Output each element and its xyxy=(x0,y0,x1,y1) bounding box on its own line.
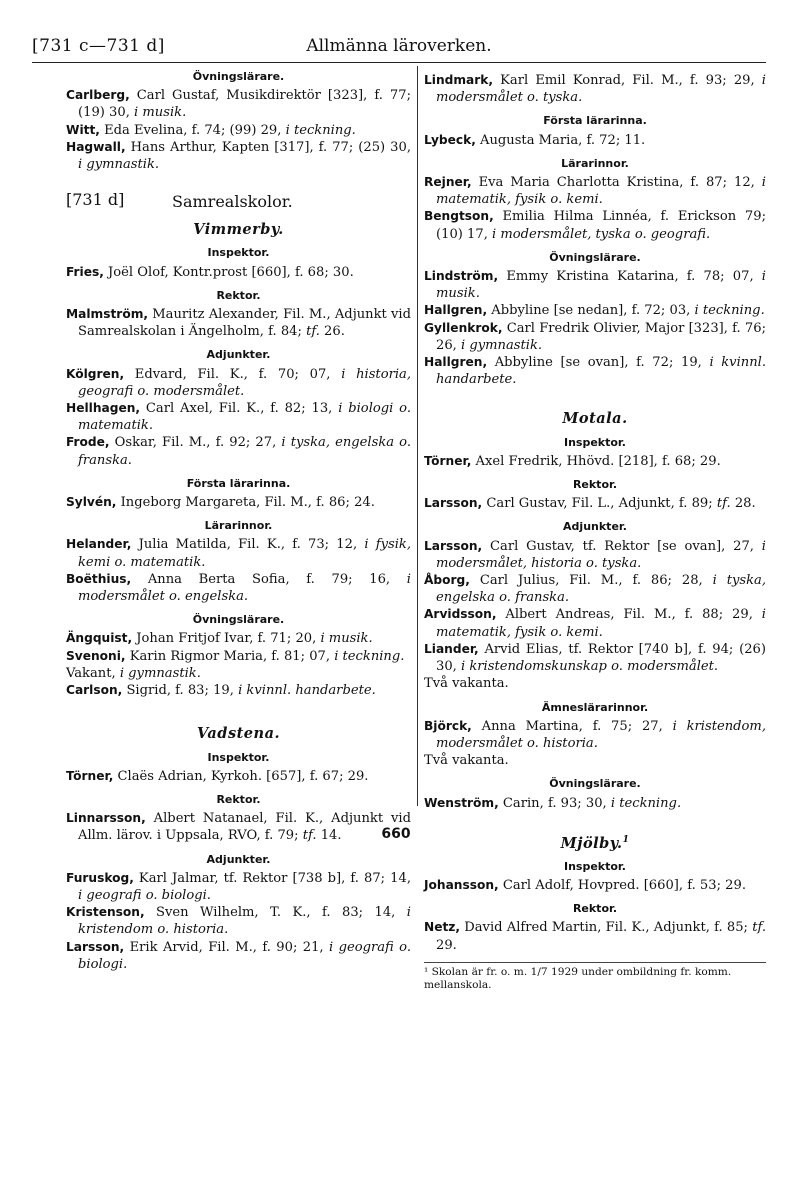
header-title: Allmänna läroverken. xyxy=(306,36,492,56)
section-heading: Inspektor. xyxy=(207,750,270,764)
entry: Carlberg, Carl Gustaf, Musikdirektör [323], f. 77; (19) 30, i musik. xyxy=(66,88,411,121)
footnote: ¹ Skolan är fr. o. m. 1/7 1929 under ombildning fr. komm. mellanskola. xyxy=(424,962,766,992)
town-title: Mjölby.$^1$ xyxy=(560,834,630,852)
page-header xyxy=(32,36,766,63)
entry: Lindmark, Karl Emil Konrad, Fil. M., f. 93; 29, i modersmålet o. tyska. xyxy=(424,73,766,106)
section-heading: Adjunkter. xyxy=(563,520,627,534)
page-number: 660 xyxy=(381,826,411,842)
entry: Svenoni, Karin Rigmor Maria, f. 81; 07, i teckning. xyxy=(66,648,405,664)
section-heading: Rektor. xyxy=(216,288,261,302)
section-heading: Första lärarinna. xyxy=(186,476,291,490)
entry: Arvidsson, Albert Andreas, Fil. M., f. 88; 29, i matematik, fysik o. kemi. xyxy=(424,607,766,640)
section-heading: Adjunkter. xyxy=(206,852,271,866)
header-range: [731 c—731 d] xyxy=(32,36,165,56)
section-heading: Lärarinnor. xyxy=(204,519,273,533)
entry: Frode, Oskar, Fil. M., f. 92; 27, i tyska, engelska o. franska. xyxy=(66,435,411,468)
section-heading: Övningslärare. xyxy=(192,613,285,627)
entry: Linnarsson, Albert Natanael, Fil. K., Adjunkt vid Allm. lärov. i Uppsala, RVO, f. 79; tf. 14. xyxy=(66,811,411,844)
section-heading: Rektor. xyxy=(572,478,618,492)
entry: Larsson, Erik Arvid, Fil. M., f. 90; 21, i geografi o. biologi. xyxy=(66,939,411,972)
entry: Lindström, Emmy Kristina Katarina, f. 78; 07, i musik. xyxy=(424,269,766,302)
section-heading: Rektor. xyxy=(216,792,261,806)
entry: Sylvén, Ingeborg Margareta, Fil. M., f. 86; 24. xyxy=(66,495,375,511)
right-column xyxy=(424,66,766,992)
entry: Boëthius, Anna Berta Sofia, f. 79; 16, i modersmålet o. engelska. xyxy=(66,571,411,605)
entry: Larsson, Carl Gustav, Fil. L., Adjunkt, f. 89; tf. 28. xyxy=(424,496,756,512)
entry: Kristenson, Sven Wilhelm, T. K., f. 83; 14, i kristendom o. historia. xyxy=(66,905,411,938)
entry: Fries, Joël Olof, Kontr.prost [660], f. 68; 30. xyxy=(66,264,354,280)
section-code: [731 d] xyxy=(66,190,125,210)
entry: Rejner, Eva Maria Charlotta Kristina, f. 87; 12, i matematik, fysik o. kemi. xyxy=(424,175,766,208)
entry: Gyllenkrok, Carl Fredrik Olivier, Major [323], f. 76; 26, i gymnastik. xyxy=(424,320,766,353)
entry: Björck, Anna Martina, f. 75; 27, i kristendom, modersmålet o. historia. xyxy=(424,718,766,751)
section-title: Samrealskolor. xyxy=(172,192,293,212)
section-heading: Första lärarinna. xyxy=(543,114,647,128)
entry: Larsson, Carl Gustav, tf. Rektor [se ovan], 27, i modersmålet, historia o. tyska. xyxy=(424,538,766,571)
entry: Furuskog, Karl Jalmar, tf. Rektor [738 b], f. 87; 14, i geografi o. biologi. xyxy=(66,870,411,903)
section-heading: Lärarinnor. xyxy=(561,156,629,170)
town-title: Vadstena. xyxy=(196,725,281,743)
entry: Två vakanta. xyxy=(424,753,509,769)
entry: Ängquist, Johan Fritjof Ivar, f. 71; 20, i musik. xyxy=(66,631,373,647)
entry: Två vakanta. xyxy=(424,676,509,692)
entry: Liander, Arvid Elias, tf. Rektor [740 b], f. 94; (26) 30, i kristendomskunskap o. modersmålet. xyxy=(424,641,766,675)
entry: Helander, Julia Matilda, Fil. K., f. 73; 12, i fysik, kemi o. matematik. xyxy=(66,537,411,570)
section-heading: Övningslärare. xyxy=(549,250,641,264)
section-heading: Inspektor. xyxy=(207,246,270,260)
section-heading: Inspektor. xyxy=(564,435,626,449)
entry: Bengtson, Emilia Hilma Linnéa, f. Erickson 79; (10) 17, i modersmålet, tyska o. geografi. xyxy=(424,209,766,242)
entry: Hallgren, Abbyline [se ovan], f. 72; 19, i kvinnl. handarbete. xyxy=(424,355,766,388)
entry: Hagwall, Hans Arthur, Kapten [317], f. 77; (25) 30, i gymnastik. xyxy=(66,139,411,173)
section-heading: Övningslärare. xyxy=(549,777,641,791)
entry: Lybeck, Augusta Maria, f. 72; 11. xyxy=(424,132,646,148)
section-heading: Rektor. xyxy=(572,902,618,916)
entry: Åborg, Carl Julius, Fil. M., f. 86; 28, i tyska, engelska o. franska. xyxy=(424,573,767,606)
entry: Törner, Axel Fredrik, Hhövd. [218], f. 68; 29. xyxy=(424,453,721,469)
entry: Wenström, Carin, f. 93; 30, i teckning. xyxy=(424,795,682,811)
section-heading: Ämneslärarinnor. xyxy=(541,700,649,714)
section-header xyxy=(66,181,411,221)
entry: Witt, Eda Evelina, f. 74; (99) 29, i teckning. xyxy=(66,122,356,138)
town-title: Vimmerby. xyxy=(193,221,284,239)
column-divider xyxy=(417,66,418,806)
town-title: Motala. xyxy=(562,410,628,428)
entry: Carlson, Sigrid, f. 83; 19, i kvinnl. handarbete. xyxy=(66,683,376,699)
entry: Vakant, i gymnastik. xyxy=(66,665,201,681)
entry: Malmström, Mauritz Alexander, Fil. M., Adjunkt vid Samrealskolan i Ängelholm, f. 84; tf. 26. xyxy=(66,307,411,340)
section-heading: Inspektor. xyxy=(564,859,626,873)
entry: Törner, Claës Adrian, Kyrkoh. [657], f. 67; 29. xyxy=(66,768,369,784)
entry: Hellhagen, Carl Axel, Fil. K., f. 82; 13, i biologi o. matematik. xyxy=(66,401,411,434)
entry: Kölgren, Edvard, Fil. K., f. 70; 07, i historia, geografi o. modersmålet. xyxy=(66,366,411,399)
entry: Netz, David Alfred Martin, Fil. K., Adjunkt, f. 85; tf. 29. xyxy=(424,920,766,953)
entry: Hallgren, Abbyline [se nedan], f. 72; 03, i teckning. xyxy=(424,303,765,319)
section-heading: Adjunkter. xyxy=(206,348,271,362)
section-heading: Övningslärare. xyxy=(192,70,285,83)
entry: Johansson, Carl Adolf, Hovpred. [660], f. 53; 29. xyxy=(424,877,746,893)
